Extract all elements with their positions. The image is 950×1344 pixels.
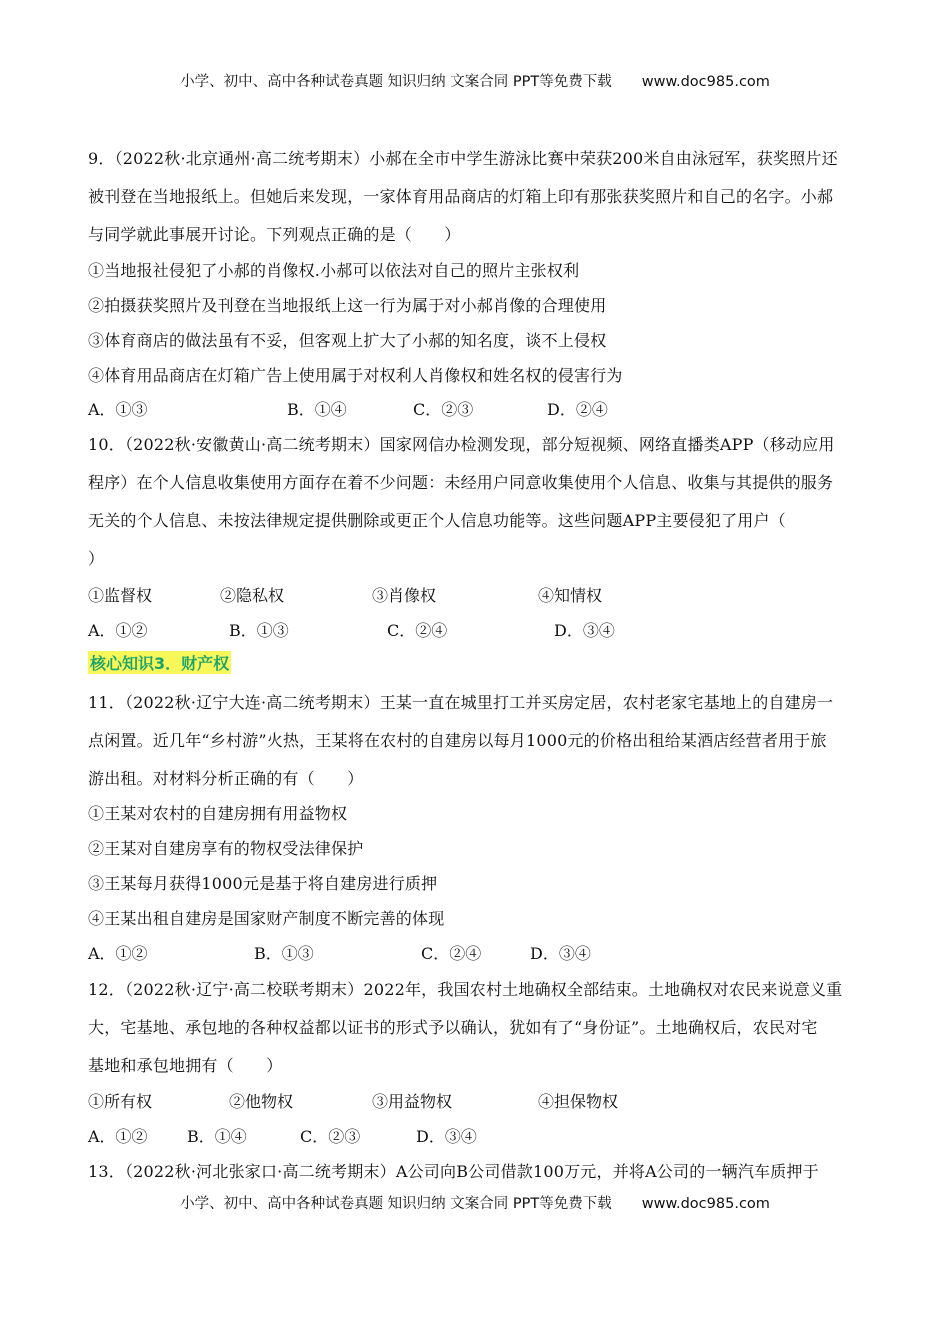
q9-line-3: 与同学就此事展开讨论。下列观点正确的是（ ）: [88, 225, 461, 244]
q12-item-3: ③用益物权: [372, 1092, 453, 1111]
q10-item-1: ①监督权: [88, 586, 153, 605]
header-url[interactable]: www.doc985.com: [641, 74, 770, 90]
q11-statement-4: ④王某出租自建房是国家财产制度不断完善的体现: [88, 909, 445, 928]
q12-option-d[interactable]: D．③④: [416, 1127, 477, 1146]
q11-option-b[interactable]: B．①③: [254, 944, 314, 963]
q9-option-c[interactable]: C．②③: [413, 400, 474, 419]
q10-line-1: 10．（2022秋·安徽黄山·高二统考期末）国家网信办检测发现，部分短视频、网络直播类APP（移动应用: [88, 435, 835, 454]
q10-option-a[interactable]: A．①②: [88, 621, 148, 640]
footer-text: 小学、初中、高中各种试卷真题 知识归纳 文案合同 PPT等免费下载: [180, 1196, 612, 1212]
q9-option-b[interactable]: B．①④: [287, 400, 347, 419]
q11-option-d[interactable]: D．③④: [530, 944, 591, 963]
q9-statement-3: ③体育商店的做法虽有不妥，但客观上扩大了小郝的知名度，谈不上侵权: [88, 331, 607, 350]
q11-option-c[interactable]: C．②④: [421, 944, 482, 963]
q9-statement-2: ②拍摄获奖照片及刊登在当地报纸上这一行为属于对小郝肖像的合理使用: [88, 296, 607, 315]
page-footer: [0, 1192, 950, 1213]
q12-item-4: ④担保物权: [538, 1092, 619, 1111]
q10-line-3: 无关的个人信息、未按法律规定提供删除或更正个人信息功能等。这些问题APP主要侵犯了用户（: [88, 511, 786, 530]
q10-item-3: ③肖像权: [372, 586, 437, 605]
q10-option-d[interactable]: D．③④: [554, 621, 615, 640]
q9-option-d[interactable]: D．②④: [547, 400, 608, 419]
q9-line-1: 9．（2022秋·北京通州·高二统考期末）小郝在全市中学生游泳比赛中荣获200米自由泳冠军，获奖照片还: [88, 149, 838, 168]
q9-option-a[interactable]: A．①③: [88, 400, 148, 419]
header-text: 小学、初中、高中各种试卷真题 知识归纳 文案合同 PPT等免费下载: [180, 74, 612, 90]
q10-option-b[interactable]: B．①③: [229, 621, 289, 640]
q11-line-1: 11．（2022秋·辽宁大连·高二统考期末）王某一直在城里打工并买房定居，农村老家宅基地上的自建房一: [88, 693, 834, 712]
q13-line-1: 13．（2022秋·河北张家口·高二统考期末）A公司向B公司借款100万元，并将A公司的一辆汽车质押于: [88, 1162, 819, 1181]
q11-statement-2: ②王某对自建房享有的物权受法律保护: [88, 839, 364, 858]
q10-item-2: ②隐私权: [220, 586, 285, 605]
q12-option-c[interactable]: C．②③: [300, 1127, 361, 1146]
q11-line-2: 点闲置。近几年“乡村游”火热，王某将在农村的自建房以每月1000元的价格出租给某酒店经营者用于旅: [88, 731, 827, 750]
q11-statement-1: ①王某对农村的自建房拥有用益物权: [88, 804, 348, 823]
q12-option-b[interactable]: B．①④: [187, 1127, 247, 1146]
q11-line-3: 游出租。对材料分析正确的有（ ）: [88, 769, 364, 788]
q12-line-3: 基地和承包地拥有（ ）: [88, 1056, 283, 1075]
q12-item-2: ②他物权: [229, 1092, 294, 1111]
q10-item-4: ④知情权: [538, 586, 603, 605]
q11-option-a[interactable]: A．①②: [88, 944, 148, 963]
q9-statement-1: ①当地报社侵犯了小郝的肖像权.小郝可以依法对自己的照片主张权利: [88, 261, 580, 280]
q9-statement-4: ④体育用品商店在灯箱广告上使用属于对权利人肖像权和姓名权的侵害行为: [88, 366, 623, 385]
page-header: [0, 70, 950, 91]
q10-line-2: 程序）在个人信息收集使用方面存在着不少问题：未经用户同意收集使用个人信息、收集与其提供的服务: [88, 473, 834, 492]
q12-option-a[interactable]: A．①②: [88, 1127, 148, 1146]
q10-option-c[interactable]: C．②④: [387, 621, 448, 640]
q12-item-1: ①所有权: [88, 1092, 153, 1111]
q12-line-2: 大，宅基地、承包地的各种权益都以证书的形式予以确认，犹如有了“身份证”。土地确权后，农民对宅: [88, 1018, 818, 1037]
footer-url[interactable]: www.doc985.com: [641, 1196, 770, 1212]
q11-statement-3: ③王某每月获得1000元是基于将自建房进行质押: [88, 874, 438, 893]
q12-line-1: 12．（2022秋·辽宁·高二校联考期末）2022年，我国农村土地确权全部结束。土地确权对农民来说意义重: [88, 980, 843, 999]
section-heading: 核心知识3．财产权: [88, 651, 231, 674]
q9-line-2: 被刊登在当地报纸上。但她后来发现，一家体育用品商店的灯箱上印有那张获奖照片和自己的名字。小郝: [88, 187, 834, 206]
q10-line-4: ）: [88, 549, 105, 568]
